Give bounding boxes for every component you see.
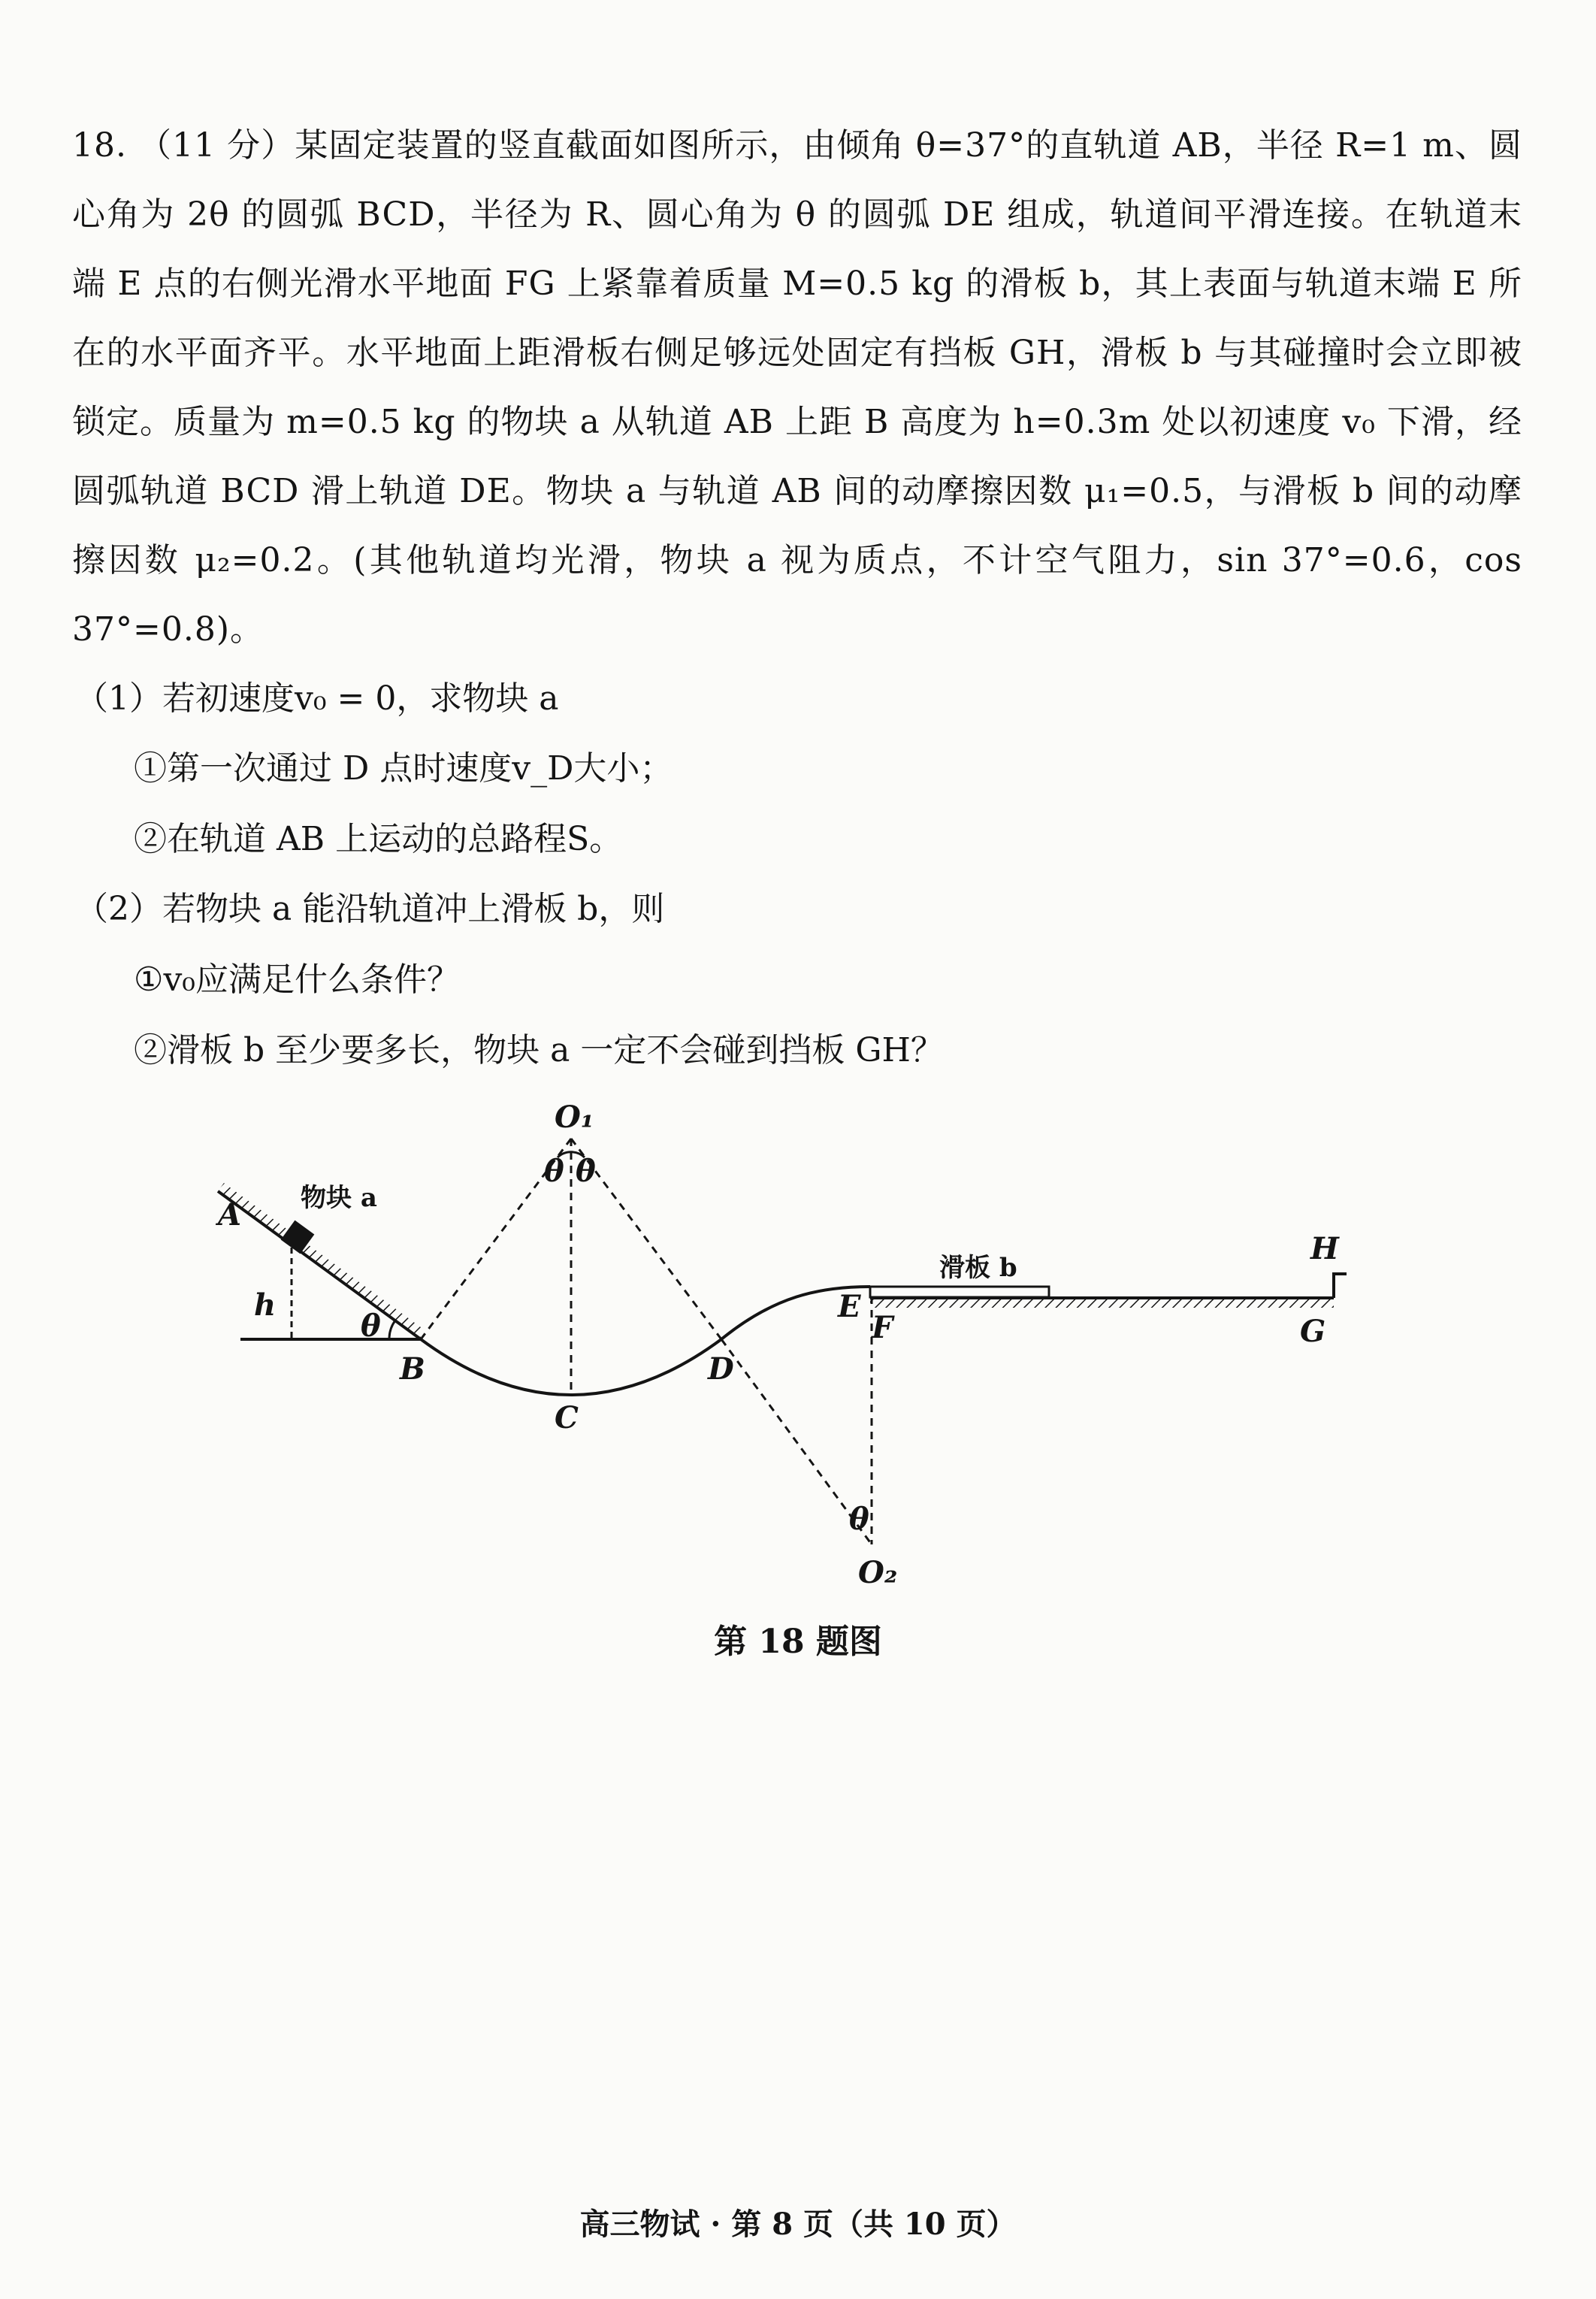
part2-question: （2）若物块 a 能沿轨道冲上滑板 b，则	[75, 890, 665, 928]
board-b-label: 滑板 b	[939, 1253, 1017, 1283]
point-O2-label: O₂	[858, 1555, 898, 1590]
part1-subquestion-2: ②在轨道 AB 上运动的总路程S。	[134, 820, 623, 858]
track-diagram	[203, 1097, 1375, 1593]
point-C-label: C	[555, 1400, 579, 1435]
part1-question: （1）若初速度v₀ = 0，求物块 a	[75, 679, 559, 718]
theta-label-O1-left: θ	[544, 1154, 564, 1189]
board-b	[870, 1287, 1049, 1297]
angle-arc-B	[389, 1320, 395, 1339]
point-B-label: B	[400, 1351, 425, 1387]
ground-hatching	[870, 1299, 1334, 1308]
point-E-label: E	[838, 1289, 861, 1324]
figure-caption: 第 18 题图	[714, 1623, 882, 1661]
problem-text	[72, 111, 1522, 664]
point-H-label: H	[1310, 1231, 1339, 1266]
point-G-label: G	[1300, 1314, 1326, 1349]
baffle-GH	[1334, 1274, 1347, 1298]
theta-label-O1-right: θ	[576, 1154, 596, 1189]
point-F-label: F	[872, 1310, 893, 1345]
theta-label-O2: θ	[849, 1502, 869, 1537]
point-A-label: A	[218, 1197, 242, 1233]
part2-subquestion-2: ②滑板 b 至少要多长，物块 a 一定不会碰到挡板 GH？	[134, 1031, 944, 1069]
part1-subquestion-1: ①第一次通过 D 点时速度v_D大小；	[134, 749, 673, 788]
point-D-label: D	[708, 1351, 734, 1387]
point-O1-label: O₁	[555, 1100, 594, 1135]
page-footer: 高三物试 · 第 8 页（共 10 页）	[579, 2207, 1017, 2242]
h-label: h	[254, 1287, 277, 1323]
theta-label-B: θ	[361, 1308, 381, 1344]
part2-subquestion-1: ①v₀应满足什么条件？	[134, 960, 460, 999]
problem-intro: 18. （11 分）某固定装置的竖直截面如图所示，由倾角 θ=37°的直轨道 AB，半径 R=1 m、圆心角为 2θ 的圆弧 BCD，半径为 R、圆心角为 θ 的圆弧 DE 组成，轨道间平滑连接。在轨道末端 E 点的右侧光滑水平地面 FG 上紧靠着质量 M=0.5 kg 的滑板 b，其上表面与轨道末端 E 所在的水平面齐平。水平地面上距滑板右侧足够远处固定有挡板 GH，滑板 b 与其碰撞时会立即被锁定。质量为 m=0.5 kg 的物块 a 从轨道 AB 上距 B 高度为 h=0.3m 处以初速度 v₀ 下滑，经圆弧轨道 BCD 滑上轨道 DE。物块 a 与轨道 AB 间的动摩擦因数 μ₁=0.5，与滑板 b 间的动摩擦因数 μ₂=0.2。(其他轨道均光滑，物块 a 视为质点，不计空气阻力，sin 37°=0.6，cos 37°=0.8)。	[72, 126, 1522, 649]
block-a-label: 物块 a	[301, 1183, 377, 1213]
